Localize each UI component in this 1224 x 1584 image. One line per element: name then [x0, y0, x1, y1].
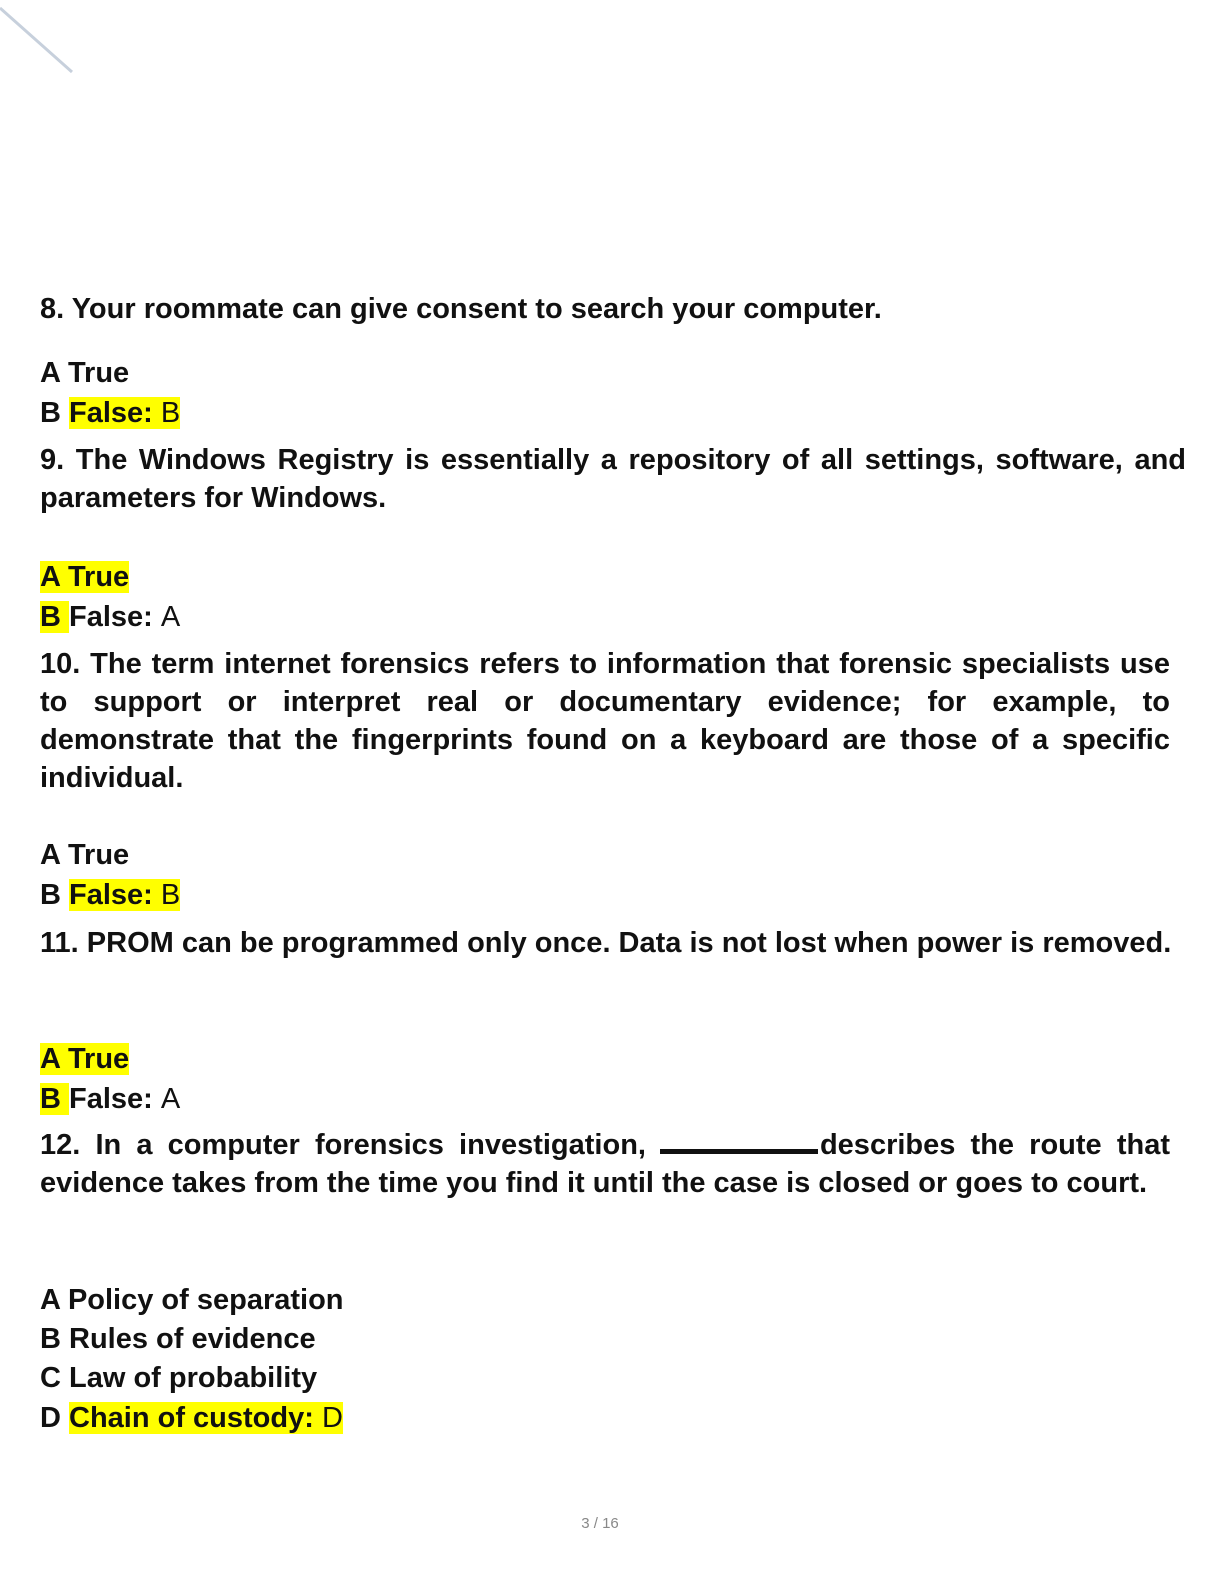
- option-label: False:: [69, 1083, 153, 1115]
- option-letter: D: [40, 1402, 61, 1434]
- option-12-c: [40, 1359, 317, 1397]
- option-10-a: [40, 836, 129, 874]
- option-label: Law of probability: [69, 1362, 318, 1394]
- answer-highlight: [69, 397, 180, 429]
- highlight-gap: [61, 601, 69, 633]
- answer-highlight: [69, 879, 180, 911]
- option-10-b: [40, 876, 180, 914]
- option-letter: A: [40, 1043, 60, 1075]
- option-letter: A: [40, 1284, 60, 1316]
- option-11-b: [40, 1080, 180, 1118]
- question-number: 12.: [40, 1129, 81, 1161]
- option-letter: C: [40, 1362, 61, 1394]
- answer-highlight: [69, 1402, 343, 1434]
- option-label: True: [67, 561, 130, 593]
- option-label: True: [67, 1043, 130, 1075]
- option-letter: B: [40, 879, 61, 911]
- corner-fold-mark: [0, 0, 80, 80]
- option-label: Chain of custody:: [69, 1402, 314, 1434]
- option-label: False:: [69, 879, 153, 911]
- question-8: [40, 290, 1190, 328]
- option-label: Rules of evidence: [69, 1323, 316, 1355]
- correct-answer: A: [160, 1083, 181, 1115]
- answer-highlight: [40, 561, 129, 593]
- option-9-b: [40, 598, 180, 636]
- question-12: [40, 1126, 1170, 1202]
- question-number: 11.: [40, 927, 79, 959]
- question-number: 8.: [40, 293, 65, 325]
- option-letter: B: [40, 601, 61, 633]
- question-number: 9.: [40, 444, 65, 476]
- correct-answer: B: [160, 397, 181, 429]
- question-number: 10.: [40, 648, 81, 680]
- option-8-a: [40, 354, 129, 392]
- option-9-a: [40, 558, 129, 596]
- question-text-after: describes the route that evidence takes from the time you find it until the case is closed or goes to court.: [40, 1129, 1170, 1199]
- highlight-gap: [61, 1083, 69, 1115]
- option-letter: B: [40, 1323, 61, 1355]
- option-8-b: [40, 394, 180, 432]
- option-12-d: [40, 1399, 343, 1437]
- question-9: [40, 441, 1186, 517]
- question-10: [40, 645, 1170, 797]
- page-indicator: 3 / 16: [581, 1515, 619, 1532]
- question-text: The Windows Registry is essentially a repository of all settings, software, and parameters for Windows.: [40, 444, 1186, 514]
- option-label: False:: [69, 601, 153, 633]
- option-letter: A: [40, 839, 60, 871]
- question-text: PROM can be programmed only once. Data is not lost when power is removed.: [86, 927, 1172, 959]
- option-12-a: [40, 1281, 344, 1319]
- option-letter: A: [40, 357, 60, 389]
- answer-highlight: [40, 1043, 129, 1075]
- option-label: Policy of separation: [67, 1284, 344, 1316]
- option-label: True: [67, 357, 130, 389]
- correct-answer: B: [160, 879, 181, 911]
- option-label: True: [67, 839, 130, 871]
- question-text: The term internet forensics refers to information that forensic specialists use to support or interpret real or documentary evidence; for example, to demonstrate that the fingerprints found on a keyboard are those of a specific individual.: [40, 648, 1170, 794]
- fill-in-blank: [660, 1149, 818, 1154]
- option-11-a: [40, 1040, 129, 1078]
- correct-answer: D: [321, 1402, 343, 1434]
- question-11: [40, 924, 1186, 962]
- option-12-b: [40, 1320, 316, 1358]
- question-text: Your roommate can give consent to search your computer.: [71, 293, 882, 325]
- option-label: False:: [69, 397, 153, 429]
- option-letter: A: [40, 561, 60, 593]
- correct-answer: A: [160, 601, 181, 633]
- option-letter: B: [40, 1083, 61, 1115]
- option-letter: B: [40, 397, 61, 429]
- question-text-before: In a computer forensics investigation,: [95, 1129, 646, 1161]
